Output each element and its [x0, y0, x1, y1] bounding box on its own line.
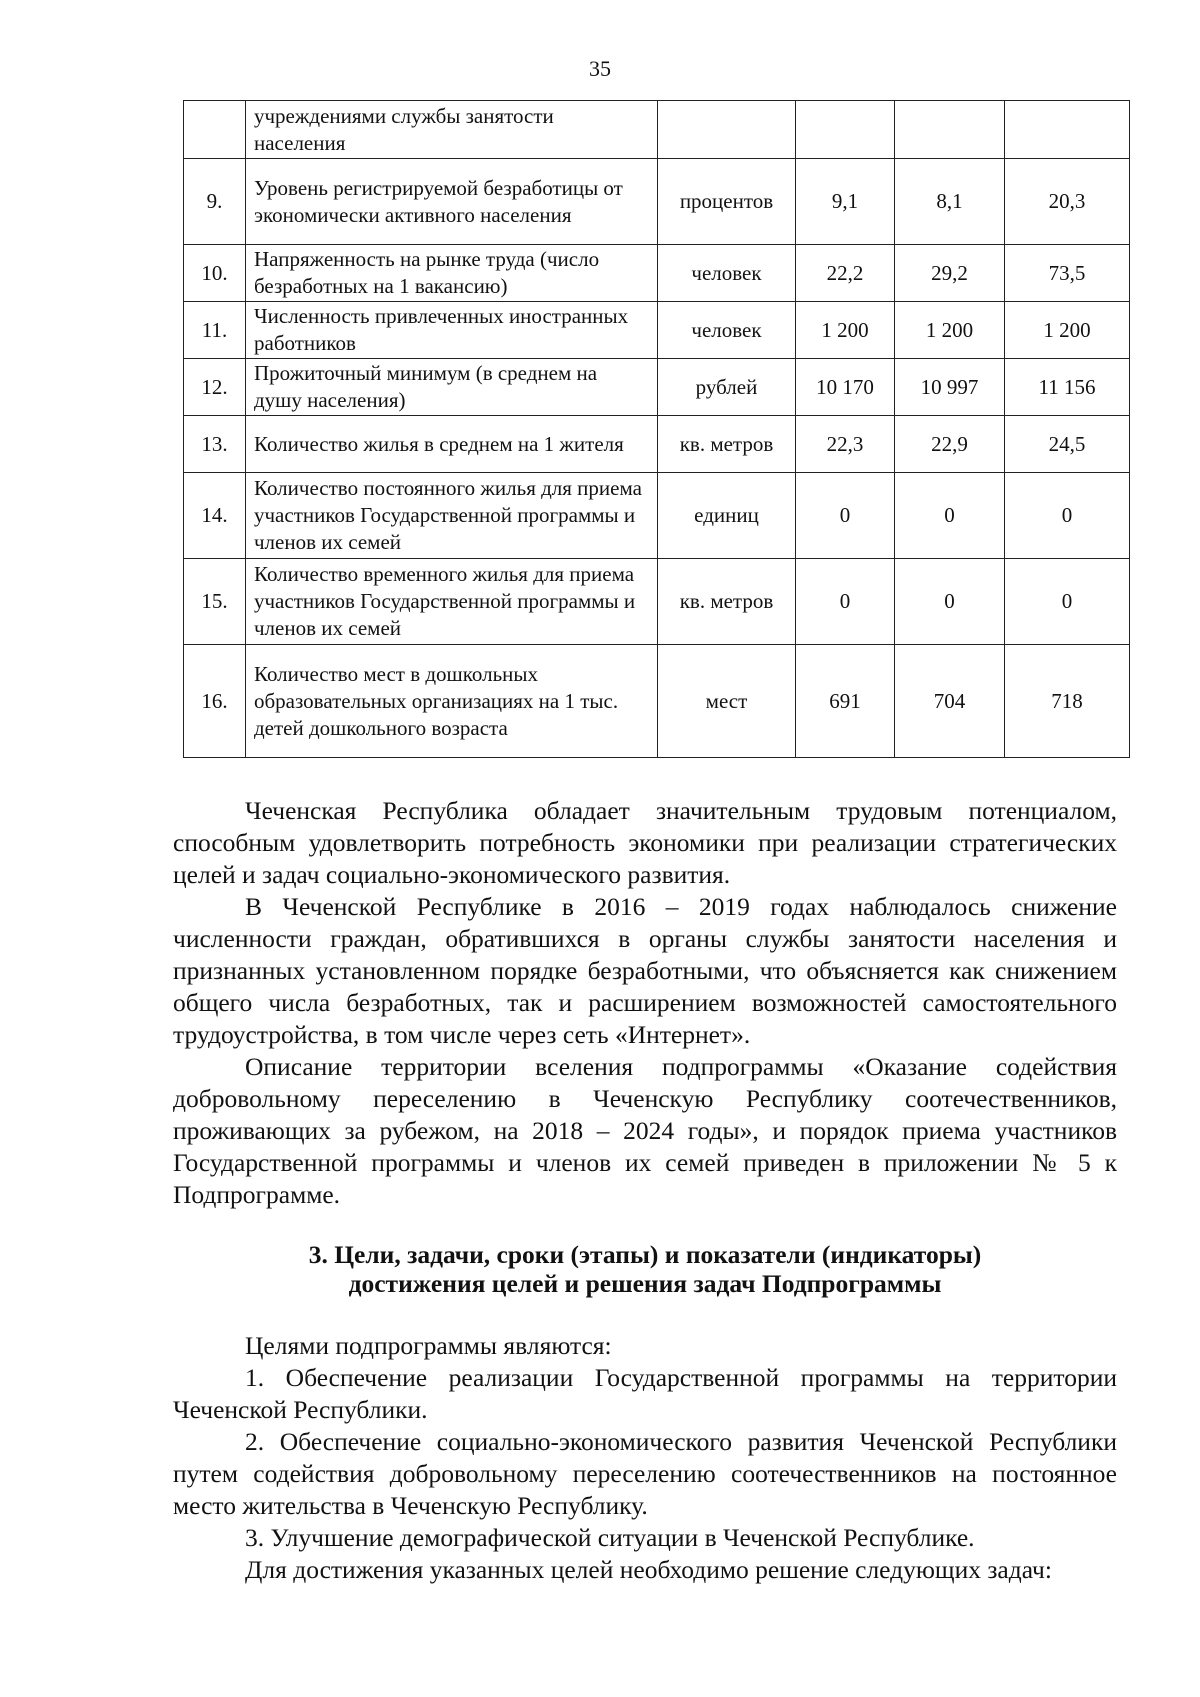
value-year-3-cell: 0	[1005, 473, 1130, 559]
indicator-name-cell: Численность привлеченных иностранных работников	[246, 302, 658, 359]
section-heading-line-2: достижения целей и решения задач Подпрограммы	[348, 1269, 942, 1298]
body-text-bottom	[173, 1330, 1117, 1586]
row-number-cell: 15.	[184, 559, 246, 645]
paragraph-tasks-intro: Для достижения указанных целей необходимо решение следующих задач:	[245, 1555, 1052, 1584]
paragraph-goal-1: 1. Обеспечение реализации Государственной программы на территории Чеченской Республики.	[173, 1363, 1117, 1424]
value-year-3-cell	[1005, 101, 1130, 159]
paragraph-labor-potential: Чеченская Республика обладает значительным трудовым потенциалом, способным удовлетворить потребность экономики при реализации стратегических целей и задач социально-экономического развития.	[173, 796, 1117, 889]
unit-cell: кв. метров	[658, 559, 796, 645]
value-year-2-cell: 29,2	[895, 245, 1005, 302]
value-year-3-cell: 0	[1005, 559, 1130, 645]
unit-cell: процентов	[658, 159, 796, 245]
indicator-name-cell: Уровень регистрируемой безработицы от экономически активного населения	[246, 159, 658, 245]
value-year-3-cell: 11 156	[1005, 359, 1130, 416]
value-year-1-cell	[796, 101, 895, 159]
unit-cell: кв. метров	[658, 416, 796, 473]
value-year-2-cell: 704	[895, 645, 1005, 758]
table-row	[184, 359, 1130, 416]
value-year-2-cell: 0	[895, 559, 1005, 645]
page-number: 35	[589, 56, 611, 81]
unit-cell: мест	[658, 645, 796, 758]
value-year-2-cell: 22,9	[895, 416, 1005, 473]
unit-cell	[658, 101, 796, 159]
value-year-1-cell: 0	[796, 559, 895, 645]
value-year-2-cell: 1 200	[895, 302, 1005, 359]
value-year-1-cell: 10 170	[796, 359, 895, 416]
value-year-2-cell	[895, 101, 1005, 159]
row-number-cell: 12.	[184, 359, 246, 416]
paragraph-unemployment-decline: В Чеченской Республике в 2016 – 2019 годах наблюдалось снижение численности граждан, обратившихся в органы службы занятости населения и признанных установленном порядке безработными, что объясняется как снижением общего числа безработных, так и расширением возможностей самостоятельного трудоустройства, в том числе через сеть «Интернет».	[173, 892, 1117, 1049]
table-row	[184, 473, 1130, 559]
row-number-cell	[184, 101, 246, 159]
value-year-1-cell: 22,2	[796, 245, 895, 302]
unit-cell: человек	[658, 302, 796, 359]
indicator-name-cell: Прожиточный минимум (в среднем на душу населения)	[246, 359, 658, 416]
value-year-3-cell: 1 200	[1005, 302, 1130, 359]
indicator-name-cell: Количество постоянного жилья для приема участников Государственной программы и членов их семей	[246, 473, 658, 559]
value-year-1-cell: 1 200	[796, 302, 895, 359]
value-year-3-cell: 20,3	[1005, 159, 1130, 245]
row-number-cell: 13.	[184, 416, 246, 473]
row-number-cell: 14.	[184, 473, 246, 559]
row-number-cell: 10.	[184, 245, 246, 302]
value-year-2-cell: 10 997	[895, 359, 1005, 416]
section-heading	[173, 1240, 1117, 1298]
section-heading-line-1: 3. Цели, задачи, сроки (этапы) и показатели (индикаторы)	[308, 1240, 982, 1269]
table-row	[184, 416, 1130, 473]
value-year-2-cell: 8,1	[895, 159, 1005, 245]
value-year-3-cell: 24,5	[1005, 416, 1130, 473]
indicator-name-cell: Количество временного жилья для приема участников Государственной программы и членов их семей	[246, 559, 658, 645]
value-year-2-cell: 0	[895, 473, 1005, 559]
indicator-name-cell: Количество мест в дошкольных образовательных организациях на 1 тыс. детей дошкольного возраста	[246, 645, 658, 758]
unit-cell: рублей	[658, 359, 796, 416]
value-year-1-cell: 0	[796, 473, 895, 559]
row-number-cell: 16.	[184, 645, 246, 758]
table-row	[184, 101, 1130, 159]
value-year-1-cell: 22,3	[796, 416, 895, 473]
unit-cell: единиц	[658, 473, 796, 559]
indicators-table	[183, 100, 1130, 758]
value-year-3-cell: 718	[1005, 645, 1130, 758]
table-row	[184, 559, 1130, 645]
paragraph-goal-2: 2. Обеспечение социально-экономического развития Чеченской Республики путем содействия добровольному переселению соотечественников на постоянное место жительства в Чеченскую Республику.	[173, 1427, 1117, 1520]
value-year-1-cell: 691	[796, 645, 895, 758]
table-row	[184, 645, 1130, 758]
row-number-cell: 11.	[184, 302, 246, 359]
table-row	[184, 159, 1130, 245]
table-row	[184, 302, 1130, 359]
value-year-1-cell: 9,1	[796, 159, 895, 245]
unit-cell: человек	[658, 245, 796, 302]
indicator-name-cell: Напряженность на рынке труда (число безработных на 1 вакансию)	[246, 245, 658, 302]
row-number-cell: 9.	[184, 159, 246, 245]
indicators-table-body	[184, 101, 1130, 758]
paragraph-goal-3: 3. Улучшение демографической ситуации в Чеченской Республике.	[245, 1523, 975, 1552]
indicator-name-cell: Количество жилья в среднем на 1 жителя	[246, 416, 658, 473]
paragraph-goals-intro: Целями подпрограммы являются:	[245, 1331, 612, 1360]
paragraph-settlement-description: Описание территории вселения подпрограммы «Оказание содействия добровольному переселению в Чеченскую Республику соотечественников, проживающих за рубежом, на 2018 – 2024 годы», и порядок приема участников Государственной программы и членов их семей приведен в приложении № 5 к Подпрограмме.	[173, 1052, 1117, 1209]
indicator-name-cell: учреждениями службы занятости населения	[246, 101, 658, 159]
body-text-top	[173, 795, 1117, 1211]
value-year-3-cell: 73,5	[1005, 245, 1130, 302]
table-row	[184, 245, 1130, 302]
